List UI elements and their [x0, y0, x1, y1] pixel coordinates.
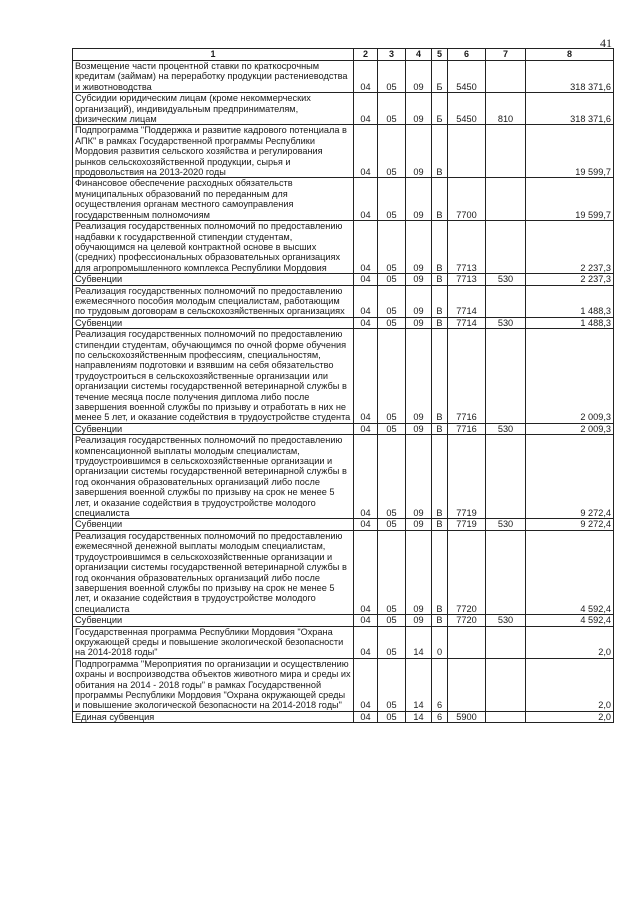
code-cell: 09 — [406, 93, 432, 125]
table-row — [73, 423, 614, 434]
code-cell: 09 — [406, 615, 432, 626]
code-cell: 04 — [354, 61, 378, 93]
column-header: 7 — [486, 49, 526, 61]
code-cell: 810 — [486, 93, 526, 125]
code-cell: 14 — [406, 626, 432, 658]
amount-cell: 2 237,3 — [526, 221, 614, 274]
code-cell: 7719 — [448, 519, 486, 530]
code-cell: В — [432, 285, 448, 317]
amount-cell: 2,0 — [526, 658, 614, 711]
row-name: Возмещение части процентной ставки по краткосрочным кредитам (займам) на переработку продукции растениеводства и животноводства — [73, 61, 354, 93]
code-cell: 04 — [354, 615, 378, 626]
amount-cell: 2,0 — [526, 626, 614, 658]
code-cell — [486, 125, 526, 178]
code-cell: 04 — [354, 519, 378, 530]
code-cell: 7713 — [448, 274, 486, 285]
code-cell: 7720 — [448, 615, 486, 626]
table-row — [73, 519, 614, 530]
code-cell: 05 — [378, 274, 406, 285]
code-cell — [486, 530, 526, 614]
table-row — [73, 329, 614, 424]
code-cell: 7716 — [448, 423, 486, 434]
table-row — [73, 530, 614, 614]
code-cell: 04 — [354, 285, 378, 317]
amount-cell: 2 237,3 — [526, 274, 614, 285]
code-cell: 14 — [406, 711, 432, 722]
code-cell: 530 — [486, 519, 526, 530]
table-row — [73, 626, 614, 658]
code-cell: В — [432, 615, 448, 626]
code-cell: 05 — [378, 285, 406, 317]
code-cell: Б — [432, 93, 448, 125]
code-cell — [486, 285, 526, 317]
code-cell: 05 — [378, 178, 406, 221]
table-row — [73, 178, 614, 221]
amount-cell: 318 371,6 — [526, 93, 614, 125]
code-cell: 05 — [378, 221, 406, 274]
code-cell: В — [432, 125, 448, 178]
code-cell: В — [432, 317, 448, 328]
code-cell: 04 — [354, 626, 378, 658]
header-row — [73, 49, 614, 61]
column-header: 8 — [526, 49, 614, 61]
code-cell: 09 — [406, 285, 432, 317]
code-cell: 09 — [406, 178, 432, 221]
code-cell: 05 — [378, 615, 406, 626]
code-cell: 7719 — [448, 435, 486, 519]
table-row — [73, 615, 614, 626]
code-cell: В — [432, 221, 448, 274]
row-name: Подпрограмма "Поддержка и развитие кадрового потенциала в АПК" в рамках Государственной программы Республики Мордовия развития сельского хозяйства и регулирования рынков сельскохозяйственной продукции, сырья и продовольствия на 2013-2020 годы — [73, 125, 354, 178]
code-cell: 5450 — [448, 93, 486, 125]
amount-cell: 2,0 — [526, 711, 614, 722]
row-name: Единая субвенция — [73, 711, 354, 722]
code-cell — [486, 435, 526, 519]
amount-cell: 1 488,3 — [526, 285, 614, 317]
code-cell: 09 — [406, 530, 432, 614]
amount-cell: 19 599,7 — [526, 125, 614, 178]
code-cell: 6 — [432, 711, 448, 722]
code-cell: 05 — [378, 329, 406, 424]
code-cell: В — [432, 530, 448, 614]
row-name: Реализация государственных полномочий по предоставлению стипендии студентам, обучающимся по очной форме обучения по сельскохозяйственным профессиям, специальностям, направлениям подготовки и взявшим на себя обязательство трудоустроиться в сельскохозяйственные организации или организации системы государственной ветеринарной службы в течение месяца после получения диплома либо после завершения военной службы по призыву и отработать в них не менее 5 лет, и оказание содействия в трудоустройстве студента — [73, 329, 354, 424]
table-row — [73, 658, 614, 711]
code-cell: 04 — [354, 329, 378, 424]
table-row — [73, 274, 614, 285]
table-row — [73, 61, 614, 93]
code-cell: В — [432, 519, 448, 530]
table-row — [73, 93, 614, 125]
amount-cell: 318 371,6 — [526, 61, 614, 93]
row-name: Финансовое обеспечение расходных обязательств муниципальных образований по переданным для осуществления органам местного самоуправления государственным полномочиям — [73, 178, 354, 221]
code-cell: 14 — [406, 658, 432, 711]
amount-cell: 1 488,3 — [526, 317, 614, 328]
code-cell: 04 — [354, 423, 378, 434]
code-cell: 09 — [406, 317, 432, 328]
code-cell: 09 — [406, 423, 432, 434]
code-cell: 04 — [354, 658, 378, 711]
column-header: 1 — [73, 49, 354, 61]
code-cell: 04 — [354, 711, 378, 722]
column-header: 4 — [406, 49, 432, 61]
column-header: 6 — [448, 49, 486, 61]
code-cell: 09 — [406, 61, 432, 93]
table-row — [73, 317, 614, 328]
row-name: Субвенции — [73, 423, 354, 434]
code-cell: 7713 — [448, 221, 486, 274]
amount-cell: 9 272,4 — [526, 435, 614, 519]
code-cell — [448, 626, 486, 658]
code-cell: В — [432, 274, 448, 285]
code-cell: 04 — [354, 530, 378, 614]
amount-cell: 4 592,4 — [526, 530, 614, 614]
row-name: Подпрограмма "Мероприятия по организации и осуществлению охраны и воспроизводства объектов животного мира и среды их обитания на 2014 - 2018 годы" в рамках Государственной программы Республики Мордовия "Охрана окружающей среды и повышение экологической безопасности на 2014-2018 годы" — [73, 658, 354, 711]
code-cell: 7720 — [448, 530, 486, 614]
row-name: Субсидии юридическим лицам (кроме некоммерческих организаций), индивидуальным предпринимателям, физическим лицам — [73, 93, 354, 125]
code-cell: 7716 — [448, 329, 486, 424]
code-cell: 04 — [354, 317, 378, 328]
code-cell: 05 — [378, 61, 406, 93]
column-header: 3 — [378, 49, 406, 61]
code-cell — [448, 658, 486, 711]
row-name: Государственная программа Республики Мордовия "Охрана окружающей среды и повышение экологической безопасности на 2014-2018 годы" — [73, 626, 354, 658]
code-cell: 09 — [406, 329, 432, 424]
code-cell: 05 — [378, 317, 406, 328]
amount-cell: 19 599,7 — [526, 178, 614, 221]
column-header: 5 — [432, 49, 448, 61]
code-cell — [486, 61, 526, 93]
code-cell: 530 — [486, 274, 526, 285]
code-cell: 05 — [378, 93, 406, 125]
code-cell: 04 — [354, 125, 378, 178]
code-cell: В — [432, 178, 448, 221]
budget-table — [72, 48, 614, 723]
code-cell: 05 — [378, 711, 406, 722]
row-name: Реализация государственных полномочий по предоставлению ежемесячной денежной выплаты молодым специалистам, трудоустроившимся в сельскохозяйственные организации и организации системы государственной ветеринарной службы в год окончания образовательных организаций либо после завершения военной службы по призыву на срок не менее 5 лет, и оказание содействия в трудоустройстве молодого специалиста — [73, 530, 354, 614]
code-cell: 04 — [354, 178, 378, 221]
code-cell: 04 — [354, 221, 378, 274]
row-name: Субвенции — [73, 274, 354, 285]
code-cell: 09 — [406, 221, 432, 274]
code-cell: 5900 — [448, 711, 486, 722]
row-name: Субвенции — [73, 615, 354, 626]
code-cell: 05 — [378, 530, 406, 614]
code-cell: В — [432, 435, 448, 519]
code-cell: 04 — [354, 274, 378, 285]
code-cell: 09 — [406, 435, 432, 519]
table-row — [73, 711, 614, 722]
row-name: Субвенции — [73, 317, 354, 328]
code-cell: 04 — [354, 93, 378, 125]
table-row — [73, 285, 614, 317]
amount-cell: 9 272,4 — [526, 519, 614, 530]
amount-cell: 4 592,4 — [526, 615, 614, 626]
code-cell: В — [432, 329, 448, 424]
table-row — [73, 221, 614, 274]
row-name: Реализация государственных полномочий по предоставлению надбавки к государственной стипендии студентам, обучающимся на целевой контрактной основе в высших (средних) профессиональных образовательных организациях для агропромышленного комплекса Республики Мордовия — [73, 221, 354, 274]
code-cell — [448, 125, 486, 178]
code-cell: 7714 — [448, 317, 486, 328]
row-name: Реализация государственных полномочий по предоставлению компенсационной выплаты молодым специалистам, трудоустроившимся в сельскохозяйственные организации и организации системы государственной ветеринарной службы в год окончания образовательных организаций либо после завершения военной службы по призыву на срок не менее 5 лет, и оказание содействия в трудоустройстве молодого специалиста — [73, 435, 354, 519]
code-cell: 7700 — [448, 178, 486, 221]
code-cell: 09 — [406, 125, 432, 178]
code-cell: 09 — [406, 274, 432, 285]
table-row — [73, 125, 614, 178]
code-cell: 530 — [486, 317, 526, 328]
code-cell: 05 — [378, 658, 406, 711]
code-cell — [486, 221, 526, 274]
code-cell: 0 — [432, 626, 448, 658]
code-cell: Б — [432, 61, 448, 93]
code-cell: 09 — [406, 519, 432, 530]
code-cell: 05 — [378, 626, 406, 658]
code-cell: 7714 — [448, 285, 486, 317]
code-cell — [486, 178, 526, 221]
code-cell: В — [432, 423, 448, 434]
code-cell: 05 — [378, 519, 406, 530]
amount-cell: 2 009,3 — [526, 423, 614, 434]
page-number: 41 — [600, 36, 612, 50]
code-cell: 04 — [354, 435, 378, 519]
row-name: Субвенции — [73, 519, 354, 530]
code-cell: 6 — [432, 658, 448, 711]
code-cell: 530 — [486, 615, 526, 626]
code-cell: 05 — [378, 435, 406, 519]
table-row — [73, 435, 614, 519]
code-cell — [486, 658, 526, 711]
table-body — [73, 61, 614, 723]
amount-cell: 2 009,3 — [526, 329, 614, 424]
code-cell — [486, 329, 526, 424]
code-cell: 530 — [486, 423, 526, 434]
code-cell: 05 — [378, 423, 406, 434]
column-header: 2 — [354, 49, 378, 61]
code-cell: 05 — [378, 125, 406, 178]
code-cell — [486, 626, 526, 658]
code-cell: 5450 — [448, 61, 486, 93]
code-cell — [486, 711, 526, 722]
row-name: Реализация государственных полномочий по предоставлению ежемесячного пособия молодым специалистам, работающим по трудовым договорам в сельскохозяйственных организациях — [73, 285, 354, 317]
